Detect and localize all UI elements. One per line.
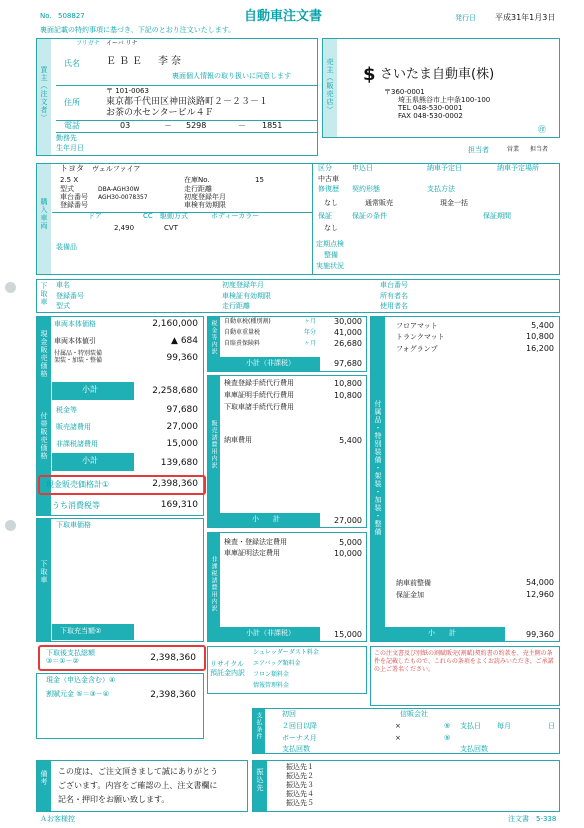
- tax-detail-label: 税金等内訳: [210, 320, 217, 355]
- subtotal1-value: 2,258,680: [152, 386, 198, 396]
- service-price: 12,960: [526, 590, 554, 599]
- tax-subtotal-label: 小計（非課税）: [246, 359, 295, 367]
- tax-row-unit: ヶ月: [304, 318, 317, 325]
- fee-subtotal-label: 小 計: [252, 515, 280, 523]
- fee-row-value: 5,400: [339, 436, 362, 445]
- drive-label: 駆動方式: [160, 212, 188, 220]
- option-label: 付属品・特別装備 架装・加装・整備: [54, 350, 103, 365]
- tradein-price-section-label: 下取車: [40, 560, 48, 584]
- day-unit: 日: [548, 722, 555, 730]
- footer-right: 注文書 5-338: [508, 815, 557, 823]
- nontax-subtotal-label: 小計（非課税）: [246, 629, 295, 637]
- postal-code: 〒 101-0063: [106, 87, 149, 95]
- transfer-item: 振込先５: [286, 799, 314, 807]
- accessory-price: 10,800: [526, 332, 554, 341]
- count-label: 支払回数: [282, 745, 310, 753]
- installment-section-label: 支払条件: [255, 712, 262, 740]
- address-label: 住所: [64, 98, 80, 107]
- balance-value: 2,398,360: [150, 690, 196, 700]
- contract-value: 通常販売: [365, 199, 393, 207]
- remarks-text: この度は、ご注文頂きまして誠にありがとう: [58, 767, 218, 776]
- recycle-item: エアバッグ類料金: [253, 660, 301, 667]
- issue-date-label: 発行日: [455, 14, 476, 22]
- accessory-name: フロアマット: [396, 322, 438, 330]
- phone-label: 電話: [64, 121, 80, 130]
- furigana-label: フリガナ: [76, 40, 100, 47]
- punch-hole: [5, 520, 16, 531]
- drive-value: CVT: [164, 224, 178, 232]
- recycle-item: シュレッダーダスト料金: [253, 649, 319, 656]
- consumption-tax-value: 169,310: [160, 500, 198, 510]
- issue-date-value: 平成31年1月3日: [495, 13, 556, 22]
- circle-mark: ⑨: [444, 734, 451, 742]
- delivery-place-label: 納車予定場所: [497, 164, 539, 172]
- terms-note: この注文書及び別紙の割賦販売(割賦)契約書の約款を、売主側の条件を記載したもので、これらの条項をよくお読みいただき、ご承諾の上ご署名ください。: [374, 650, 554, 674]
- model-code-label: 型式: [60, 185, 74, 193]
- repair-label: 修復歴: [318, 185, 339, 193]
- remarks-text: ございます。内容をご確認の上、注文書欄に: [58, 781, 218, 790]
- transfer-item: 振込先２: [286, 772, 314, 780]
- nontax-subtotal-value: 15,000: [334, 630, 362, 639]
- registration-label: 登録番号: [60, 201, 88, 209]
- subtotal1-label: 小計: [82, 385, 98, 394]
- periodic-label: 整備: [324, 251, 338, 259]
- pay-day-label: 支払日: [460, 722, 481, 730]
- tradein-item: 車検証有効期限: [222, 292, 271, 300]
- privacy-consent-text[interactable]: 裏面個人情報の取り扱いに同意します: [172, 72, 291, 80]
- register-no: AGH30-0078357: [98, 194, 148, 201]
- nontax-label: 非課税諸費用: [56, 440, 98, 448]
- fee-subtotal-value: 27,000: [334, 516, 362, 525]
- service-name: 保証金加: [396, 591, 424, 599]
- birth-label: 生年月日: [56, 144, 84, 152]
- periodic-label: 定期点検: [316, 240, 344, 248]
- recycle-label: リサイクル 預託金内訳: [210, 660, 245, 678]
- door-label: ドア: [88, 212, 102, 220]
- phone-dash: －: [238, 121, 246, 130]
- vehicle-model: ヴェルファイア: [92, 165, 141, 173]
- fee-row-label: 下取車諸手続代行費用: [224, 403, 294, 411]
- tradein-item: 登録番号: [56, 292, 84, 300]
- fee-label: 販売諸費用: [56, 423, 91, 431]
- punch-hole: [5, 282, 16, 293]
- subtotal2-label: 小計: [82, 456, 98, 465]
- delivery-date-label: 納車予定日: [427, 164, 462, 172]
- page-title: 自動車注文書: [244, 9, 323, 24]
- tradein-item: 所有者名: [380, 292, 408, 300]
- nontax-row-label: 車庫証明法定費用: [224, 549, 280, 557]
- tradein-vehicle-box: [36, 279, 560, 313]
- nontax-row-value: 5,000: [339, 538, 362, 547]
- accessory-price: 5,400: [531, 321, 554, 330]
- footer-left: Ａお客様控: [40, 815, 75, 823]
- tax-row-value: 30,000: [334, 317, 362, 326]
- apply-date-label: 申込日: [352, 164, 373, 172]
- recycle-item: 情報管理料金: [253, 682, 290, 689]
- equipment-label: 装備品: [56, 243, 77, 251]
- second-label: ２回目以降: [282, 722, 317, 730]
- staff-value: 担当者: [530, 146, 549, 153]
- transfer-item: 振込先１: [286, 763, 314, 771]
- vehicle-section-label: 購入車両: [40, 198, 48, 230]
- class-value: 中古車: [318, 175, 339, 183]
- staff-value: 営業: [507, 146, 520, 153]
- seller-address: 埼玉県熊谷市上中条100-100: [398, 96, 491, 104]
- tax-subtotal-value: 97,680: [334, 359, 362, 368]
- total-value: 2,398,360: [152, 479, 198, 489]
- name-label: 氏名: [64, 59, 80, 68]
- stock-label: 在庫No.: [184, 176, 210, 184]
- nontax-value: 15,000: [166, 439, 198, 449]
- discount-label: 車両本体値引: [54, 337, 96, 345]
- mileage-label: 走行距離: [184, 185, 212, 193]
- seller-tel: TEL 048-530-0001: [398, 104, 463, 112]
- cash-label: 現金（申込金含む）④: [46, 676, 116, 684]
- accessory-price: 16,200: [526, 344, 554, 353]
- buyer-name[interactable]: ＥＢＥ 李奈: [106, 56, 184, 67]
- cc-label: CC: [143, 212, 153, 220]
- payment-method-value: 現金一括: [440, 199, 468, 207]
- inspection-label: 車検有効期限: [184, 201, 226, 209]
- tradein-item: 型式: [56, 302, 70, 310]
- accessories-subtotal-label: 小 計: [428, 629, 456, 637]
- service-price: 54,000: [526, 578, 554, 587]
- staff-label: 担当者: [468, 146, 489, 154]
- fee-value: 27,000: [166, 422, 198, 432]
- body-color-label: ボディーカラー: [211, 212, 260, 220]
- periodic-label: 実施状況: [316, 262, 344, 270]
- company-logo-icon: $: [363, 64, 376, 85]
- tax-row-unit: 年分: [304, 329, 317, 336]
- fee-row-value: 10,800: [334, 391, 362, 400]
- seller-fax: FAX 048-530-0002: [398, 112, 463, 120]
- phone-mid[interactable]: 5298: [186, 121, 207, 130]
- tax-row-label: 自賠責保険料: [224, 340, 261, 347]
- instruction-text: 裏面記載の特約事項に基づき、下記のとおり注文いたします。: [40, 26, 236, 34]
- tax-row-unit: ヶ月: [304, 340, 317, 347]
- x-mark: ×: [395, 734, 401, 742]
- body-price-label: 車両本体価格: [54, 320, 96, 328]
- fee-detail-label: 販売諸費用内訳: [210, 420, 217, 469]
- first-reg-label: 初度登録年月: [184, 193, 226, 201]
- accessories-section-label: 付属品・特別装備・架装・加装・整備: [374, 400, 382, 536]
- warranty-period-label: 保証期間: [483, 212, 511, 220]
- fee-row-label: 納車費用: [224, 436, 252, 444]
- subtotal2-value: 139,680: [160, 458, 198, 468]
- tradein-item: 走行距離: [222, 302, 250, 310]
- after-total-label: 下取後支払総額 ③＝①－②: [46, 649, 95, 666]
- tax-label: 税金等: [56, 406, 77, 414]
- monthly-label: 毎月: [497, 722, 511, 730]
- job-label: 勤務先: [56, 134, 77, 142]
- tradein-item: 車名: [56, 281, 70, 289]
- class-label: 区分: [318, 164, 332, 172]
- remarks-text: 記名・押印をお願い致します。: [58, 795, 170, 804]
- tax-row-label: 自動車税(種別割): [224, 318, 271, 325]
- fee-row-label: 検査登録手続代行費用: [224, 379, 294, 387]
- transfer-item: 振込先４: [286, 790, 314, 798]
- total-count-label: 支払回数: [460, 745, 488, 753]
- seller-postal: 〒360-0001: [384, 88, 425, 96]
- transfer-item: 振込先３: [286, 781, 314, 789]
- seal-icon: ㊞: [538, 125, 546, 134]
- buyer-section-label: 買主（注文者）: [40, 66, 48, 122]
- discount-value: ▲ 684: [171, 336, 198, 346]
- remarks-section-label: 備考: [40, 770, 48, 786]
- after-total-value: 2,398,360: [150, 653, 196, 663]
- phone-area[interactable]: 03: [120, 121, 131, 130]
- address-line1[interactable]: 東京都千代田区神田淡路町２－２３－１: [106, 97, 269, 107]
- stock-value: 15: [255, 176, 264, 184]
- register-no-label: 車台番号: [60, 193, 88, 201]
- seller-company: さいたま自動車(株): [380, 67, 495, 82]
- address-line2[interactable]: お茶の水センタービル４Ｆ: [106, 108, 214, 118]
- vehicle-maker: トヨタ: [60, 164, 84, 173]
- balance-label: 割賦元金 ⑤＝③－④: [46, 690, 110, 698]
- nontax-row-value: 10,000: [334, 549, 362, 558]
- total-label: 現金販売価格計①: [46, 480, 110, 489]
- first-label: 初回: [282, 710, 296, 718]
- phone-dash: －: [164, 121, 172, 130]
- bonus-label: ボーナス月: [282, 734, 317, 742]
- accessory-name: フォグランプ: [396, 345, 438, 353]
- warranty-value: なし: [324, 224, 338, 232]
- warranty-label: 保証: [318, 212, 332, 220]
- tradein-section-label: 下取車: [40, 282, 48, 306]
- tradein-remain-label: 下取充当額②: [60, 627, 102, 635]
- tradein-item: 初度登録年月: [222, 281, 264, 289]
- phone-last[interactable]: 1851: [262, 121, 283, 130]
- tradein-item: 使用者名: [380, 302, 408, 310]
- warranty-cond-label: 保証の条件: [352, 212, 387, 220]
- cc-value: 2,490: [114, 224, 135, 232]
- transfer-section-label: 振込先: [256, 768, 264, 792]
- price-section-label: 現金販売価格: [40, 330, 48, 378]
- nontax-detail-label: 非課税諸費用内訳: [210, 556, 217, 612]
- repair-value: なし: [324, 199, 338, 207]
- no-value: 508827: [58, 12, 85, 20]
- fee-row-value: 10,800: [334, 379, 362, 388]
- service-name: 納車前整備: [396, 579, 431, 587]
- tax-row-value: 26,680: [334, 339, 362, 348]
- circle-mark: ⑨: [444, 722, 451, 730]
- contract-label: 契約形態: [352, 185, 380, 193]
- recycle-item: フロン類料金: [253, 671, 290, 678]
- credit-label: 信販会社: [400, 710, 428, 718]
- option-value: 99,360: [166, 353, 198, 363]
- tradein-price-label: 下取車価格: [56, 521, 91, 529]
- payment-method-label: 支払方法: [427, 185, 455, 193]
- body-price-value: 2,160,000: [152, 319, 198, 329]
- accessory-name: トランクマット: [396, 333, 445, 341]
- tax-row-label: 自動車重量税: [224, 329, 261, 336]
- seller-box: [322, 38, 560, 138]
- no-label: No.: [40, 12, 52, 20]
- consumption-tax-label: うち消費税等: [52, 501, 100, 510]
- x-mark: ×: [395, 722, 401, 730]
- model-code: DBA-AGH30W: [98, 186, 140, 193]
- fee-row-label: 車庫証明手続代行費用: [224, 391, 294, 399]
- tax-section-label: 付帯販売価格: [40, 412, 48, 460]
- tradein-item: 車台番号: [380, 281, 408, 289]
- seller-section-label: 売主（販売店）: [326, 58, 334, 114]
- vehicle-grade: 2.5 X: [60, 176, 79, 184]
- vehicle-box: [36, 163, 560, 275]
- accessories-subtotal-value: 99,360: [526, 630, 554, 639]
- furigana-value: イーバ リナ: [106, 40, 138, 47]
- nontax-row-label: 検査・登録法定費用: [224, 538, 287, 546]
- tax-value: 97,680: [166, 405, 198, 415]
- tax-row-value: 41,000: [334, 328, 362, 337]
